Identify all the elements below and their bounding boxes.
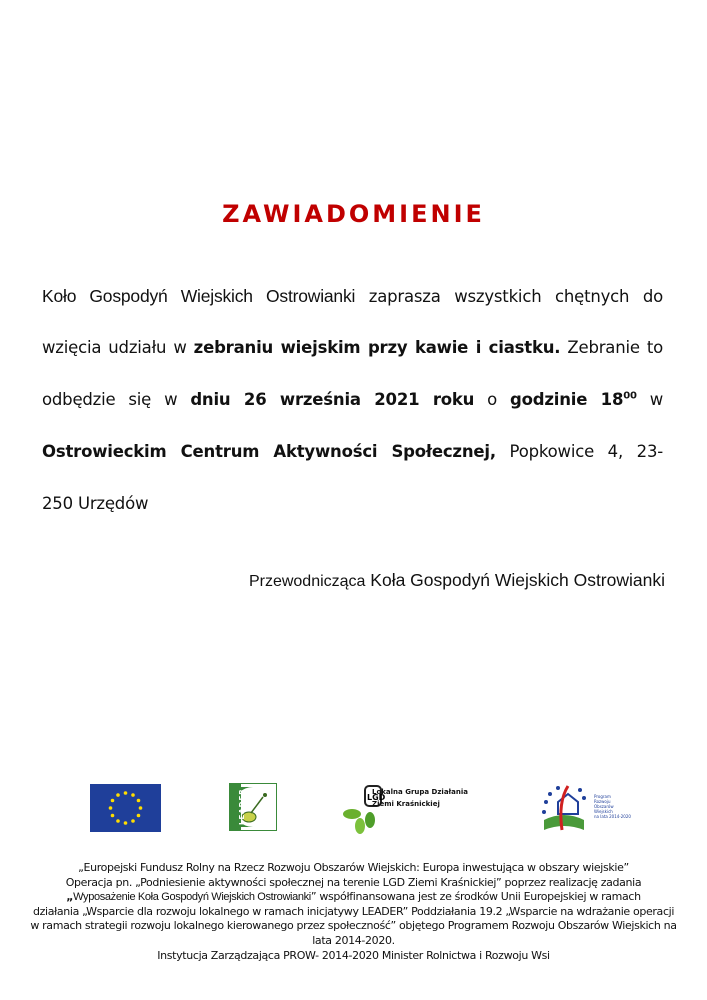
body-line [42, 390, 663, 442]
announcement-body [42, 286, 663, 546]
body-line [42, 286, 663, 338]
eu-star-icon [139, 806, 143, 810]
eu-star-icon [111, 799, 115, 803]
text: „ [66, 890, 74, 904]
footer-line: Instytucja Zarządzająca PROW- 2014-2020 Minister Rolnictwa i Rozwoju Wsi [157, 948, 550, 962]
body-line [42, 442, 663, 494]
text: o [474, 390, 511, 409]
leader-text: LEADER [238, 788, 246, 825]
eu-star-icon [124, 821, 128, 825]
page-title: ZAWIADOMIENIE [222, 200, 485, 228]
text: zaprasza wszystkich chętnych do [355, 287, 664, 306]
signature-role: Przewodnicząca [248, 573, 366, 590]
eu-star-icon [116, 819, 120, 823]
footer-line: działania „Wsparcie dla rozwoju lokalnego w ramach inicjatywy LEADER” Poddziałania 19.2 „Wsparcie na wdrażanie operacji [32, 904, 675, 918]
footer-line: w ramach strategii rozwoju lokalnego kierowanego przez społeczność” objętego Programem Rozwoju Obszarów Wiejskich na [30, 919, 677, 933]
prow-logo-icon [540, 782, 588, 834]
event-date: dniu 26 września 2021 roku [190, 390, 475, 409]
text: Obszarów [594, 804, 614, 809]
eu-star-icon [109, 806, 113, 810]
footer-line [0, 890, 707, 905]
lgd-line-1: Lokalna Grupa Działania [372, 788, 468, 796]
task-name: Wyposażenie Koła Gospodyń Wiejskich Ostrowianki [73, 891, 311, 904]
lgd-line-2: Ziemi Kraśnickiej [372, 800, 440, 808]
logos-bar [0, 782, 707, 837]
body-line [42, 338, 663, 390]
org-name: Koło Gospodyń Wiejskich Ostrowianki [42, 286, 356, 306]
text: odbędzie się w [42, 390, 191, 409]
text: godzinie 18 [510, 390, 624, 409]
event-name: zebraniu wiejskim przy kawie i ciastku. [193, 338, 561, 357]
text: w [636, 390, 663, 409]
text: ” współfinansowana jest ze środków Unii Europejskiej w ramach [310, 890, 641, 904]
text: Rozwoju [594, 799, 611, 804]
svg-text:LGD: LGD [367, 793, 386, 802]
footer-line: Operacja pn. „Podniesienie aktywności społecznej na terenie LGD Ziemi Kraśnickiej” poprzez realizację zadania [65, 875, 642, 889]
eu-star-icon [124, 791, 128, 795]
eu-star-icon [116, 793, 120, 797]
eu-star-icon [137, 799, 141, 803]
eu-star-icon [131, 793, 135, 797]
eu-star-icon [137, 814, 141, 818]
signature [249, 570, 665, 591]
text: Popkowice 4, 23- [495, 442, 663, 461]
event-time [510, 390, 637, 409]
funding-footer [0, 861, 707, 963]
event-venue: Ostrowieckim Centrum Aktywności Społecznej, [42, 442, 496, 461]
lgd-name [372, 786, 468, 810]
eu-star-icon [131, 819, 135, 823]
text: wzięcia udziału w [42, 338, 194, 357]
text: na lata 2014-2020 [594, 814, 631, 819]
body-line: 250 Urzędów [42, 494, 149, 513]
text: Program [594, 794, 611, 799]
signature-org: Koła Gospodyń Wiejskich Ostrowianki [365, 570, 665, 590]
footer-line: lata 2014-2020. [312, 933, 395, 947]
eu-star-icon [111, 814, 115, 818]
time-minutes: 00 [623, 390, 637, 402]
footer-line: „Europejski Fundusz Rolny na Rzecz Rozwoju Obszarów Wiejskich: Europa inwestująca w obszary wiejskie” [78, 861, 629, 874]
eu-flag-icon [90, 784, 161, 832]
text: Zebranie to [560, 338, 663, 357]
prow-text [594, 794, 631, 819]
text: Wiejskich [594, 809, 613, 814]
